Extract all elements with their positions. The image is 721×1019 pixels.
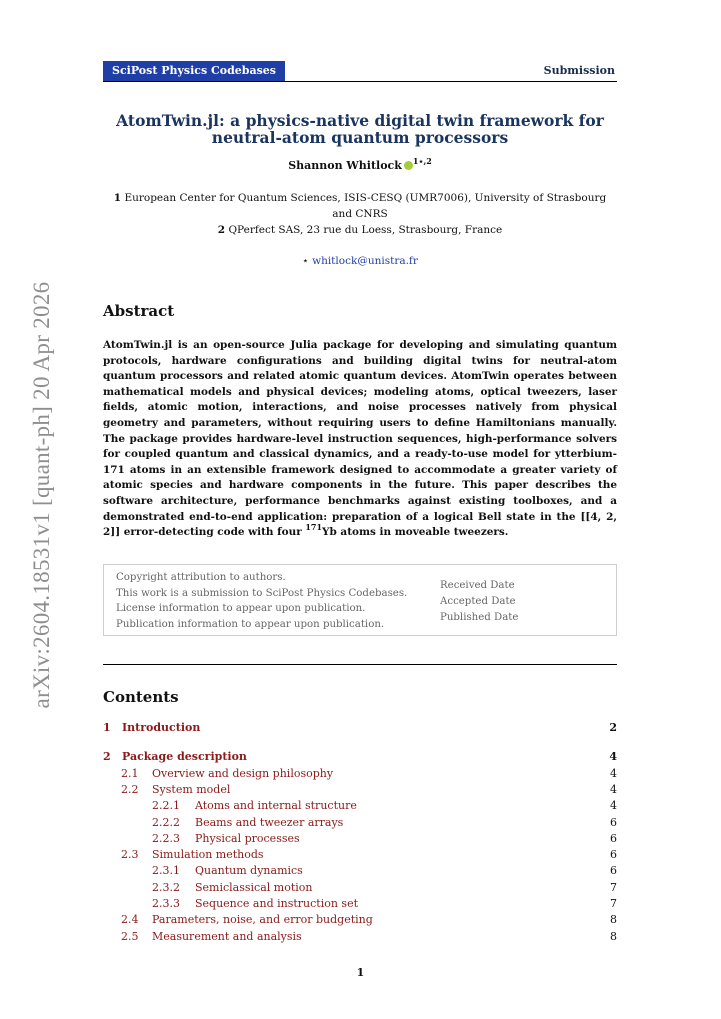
- affiliation-1: [103, 190, 617, 206]
- toc-entry-page: 7: [610, 880, 617, 894]
- corresponding-star-icon: ⋆: [302, 255, 309, 267]
- author-affiliation-marks: 1⋆,2: [412, 156, 432, 166]
- orcid-icon[interactable]: [404, 161, 413, 170]
- toc-entry-label[interactable]: Introduction: [122, 721, 201, 734]
- toc-entry-label[interactable]: Atoms and internal structure: [195, 799, 357, 813]
- toc-entry-number[interactable]: 2.3.3: [152, 897, 180, 910]
- toc-entry-number[interactable]: 2.3.2: [152, 880, 180, 894]
- toc-entry[interactable]: [103, 720, 617, 736]
- abstract-heading: Abstract: [103, 302, 175, 320]
- toc-entry-number[interactable]: 2: [103, 750, 111, 764]
- toc-entry[interactable]: [103, 896, 617, 912]
- info-box-left: [116, 570, 407, 632]
- info-box-right: [440, 578, 518, 626]
- toc-entry-number[interactable]: 2.2.2: [152, 815, 180, 829]
- publication-info-box: [103, 564, 617, 636]
- toc-entry-label[interactable]: Semiclassical motion: [195, 880, 313, 894]
- toc-entry[interactable]: [103, 815, 617, 831]
- toc-entry-number[interactable]: 2.2.3: [152, 831, 180, 845]
- affiliation-text: QPerfect SAS, 23 rue du Loess, Strasbourg, France: [228, 224, 503, 236]
- toc-entry-number[interactable]: 2.3: [121, 848, 139, 862]
- toc-entry-number[interactable]: 1: [103, 721, 111, 734]
- toc-entry-page: 6: [610, 831, 617, 845]
- toc-entry[interactable]: [103, 912, 617, 928]
- corresponding-email: [103, 255, 617, 267]
- contents-heading: Contents: [103, 688, 179, 706]
- toc-entry-label[interactable]: Sequence and instruction set: [195, 897, 359, 910]
- toc-entry-number[interactable]: 2.3.1: [152, 864, 180, 878]
- toc-entry-label[interactable]: Measurement and analysis: [152, 929, 302, 943]
- page-number: 1: [356, 966, 365, 979]
- affiliations: [103, 190, 617, 238]
- journal-name-badge[interactable]: SciPost Physics Codebases: [103, 61, 285, 81]
- toc-entry-label[interactable]: System model: [152, 782, 231, 796]
- toc-entry-label[interactable]: Package description: [122, 750, 247, 764]
- toc-entry-number[interactable]: 2.2: [121, 782, 139, 796]
- info-received-date: Received Date: [440, 580, 515, 591]
- abstract-text: AtomTwin.jl is an open-source Julia package for developing and simulating quantum protocols, hardware configurations and building digital twins for neutral-atom quantum processors and related atomic quantum devices. AtomTwin operates between mathematical models and physical devices; modeling atoms, optical tweezers, laser fields, atomic motion, interactions, and noise processes natively from physical geometry and parameters, without requiring users to define Hamiltonians manually. The package provides hardware-level instruction sequences, high-performance solvers for coupled quantum and classical dynamics, and a ready-to-use model for ytterbium-171 atoms in an extensible framework designed to accommodate a greater variety of atomic species and hardware components in the future. This paper describes the software architecture, performance benchmarks against existing toolboxes, and a demonstrated end-to-end application: preparation of a logical Bell state in the [[4, 2, 2]] error-detecting code with four: [103, 339, 617, 539]
- info-copyright: Copyright attribution to authors.: [116, 572, 286, 583]
- abstract-tail: Yb atoms in moveable tweezers.: [322, 526, 509, 539]
- toc-entry-page: 4: [609, 750, 617, 764]
- info-submission: This work is a submission to SciPost Physics Codebases.: [116, 587, 408, 599]
- toc-entry-page: 8: [610, 913, 617, 927]
- affiliation-number: 1: [113, 192, 122, 204]
- toc-entry[interactable]: [103, 929, 617, 945]
- toc-entry-label[interactable]: Physical processes: [195, 831, 300, 845]
- toc-entry[interactable]: [103, 847, 617, 863]
- info-accepted-date: Accepted Date: [440, 596, 516, 607]
- toc-entry-page: 6: [610, 815, 617, 829]
- toc-entry[interactable]: [103, 880, 617, 896]
- toc-entry-page: 7: [610, 897, 617, 910]
- toc-entry-page: 4: [610, 799, 617, 813]
- toc-entry[interactable]: [103, 749, 617, 765]
- abstract-body: [103, 338, 617, 541]
- toc-entry-page: 4: [610, 782, 617, 796]
- toc-entry[interactable]: [103, 798, 617, 814]
- toc-entry[interactable]: [103, 782, 617, 798]
- toc-entry-label[interactable]: Quantum dynamics: [195, 864, 303, 878]
- info-license: License information to appear upon publication.: [116, 603, 366, 615]
- toc-entry-number[interactable]: 2.4: [121, 913, 139, 927]
- horizontal-rule: [103, 664, 617, 665]
- affiliation-2: [103, 222, 617, 238]
- toc-entry-label[interactable]: Parameters, noise, and error budgeting: [152, 913, 373, 927]
- toc-entry-label[interactable]: Overview and design philosophy: [152, 766, 334, 780]
- arxiv-identifier-stamp: arXiv:2604.18531v1 [quant-ph] 20 Apr 2026: [29, 281, 54, 709]
- toc-entry-label[interactable]: Simulation methods: [152, 848, 264, 862]
- submission-label: Submission: [543, 64, 615, 77]
- toc-entry-number[interactable]: 2.2.1: [152, 799, 180, 813]
- author-line: [103, 156, 617, 172]
- toc-entry-page: 4: [610, 766, 617, 780]
- info-published-date: Published Date: [440, 612, 519, 623]
- toc-entry-number[interactable]: 2.1: [121, 766, 139, 780]
- toc-entry[interactable]: [103, 863, 617, 879]
- toc-entry[interactable]: [103, 831, 617, 847]
- toc-entry-page: 6: [610, 864, 617, 878]
- isotope-superscript: 171: [305, 522, 323, 533]
- journal-header: [103, 61, 617, 82]
- affiliation-number: 2: [217, 224, 226, 236]
- paper-title-line-1: AtomTwin.jl: a physics-native digital twin framework for: [116, 111, 604, 130]
- toc-entry[interactable]: [103, 766, 617, 782]
- author-name: Shannon Whitlock: [288, 159, 402, 172]
- paper-title: [103, 112, 617, 146]
- paper-title-line-2: neutral-atom quantum processors: [211, 128, 509, 147]
- toc-entry-page: 2: [609, 721, 617, 734]
- toc-entry-page: 6: [610, 848, 617, 862]
- email-link[interactable]: whitlock@unistra.fr: [312, 255, 418, 267]
- toc-entry-page: 8: [610, 929, 617, 943]
- toc-entry-label[interactable]: Beams and tweezer arrays: [195, 815, 344, 829]
- affiliation-1-continued: and CNRS: [332, 208, 388, 220]
- toc-entry-number[interactable]: 2.5: [121, 929, 139, 943]
- affiliation-text: European Center for Quantum Sciences, ISIS-CESQ (UMR7006), University of Strasbourg: [124, 192, 607, 204]
- info-publication: Publication information to appear upon publication.: [116, 618, 385, 630]
